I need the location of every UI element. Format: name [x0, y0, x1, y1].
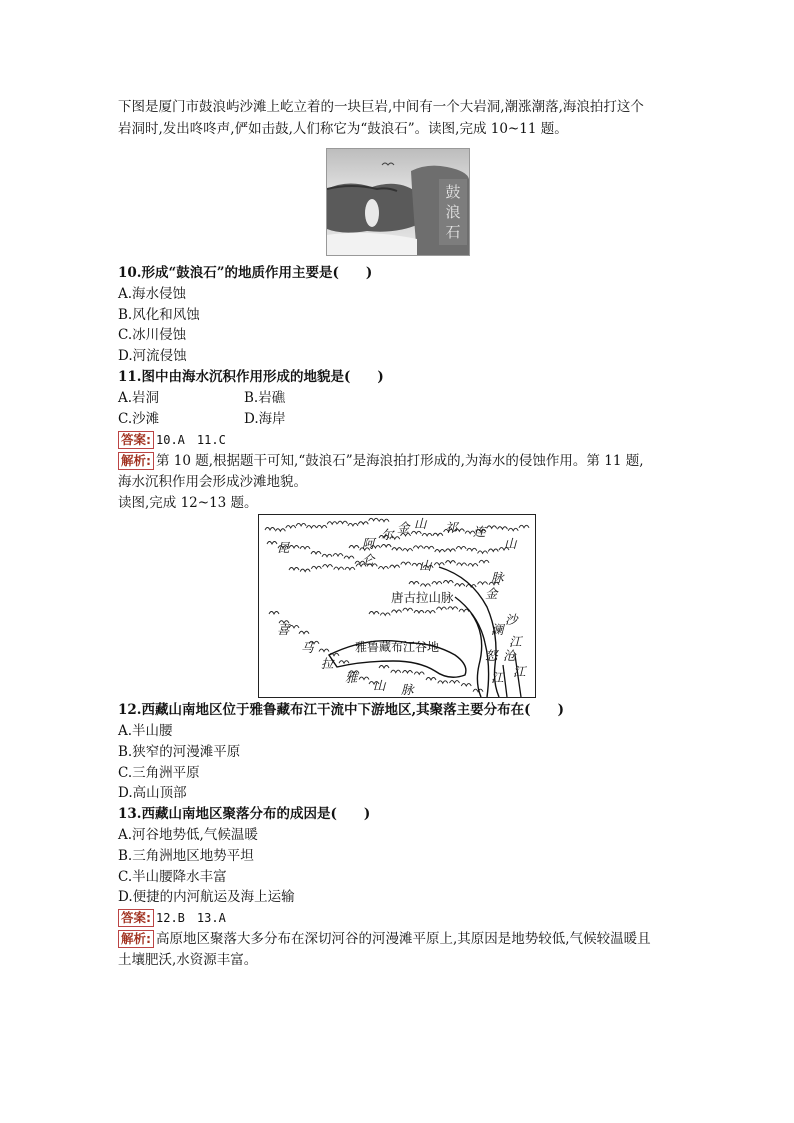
mountain-symbol — [296, 523, 306, 526]
mountain-symbol — [344, 556, 354, 559]
q12-option-c: C.三角洲平原 — [118, 765, 200, 781]
map-label-shan-1: 山 — [414, 516, 427, 531]
intro-line-1: 下图是厦门市鼓浪屿沙滩上屹立着的一块巨岩,中间有一个大岩洞,潮涨潮落,海浪拍打这个 — [118, 99, 644, 115]
mountain-symbol — [339, 661, 349, 664]
map-label-jin: 金 — [397, 520, 410, 535]
q13-option-d: D.便捷的内河航运及海上运输 — [118, 889, 295, 905]
explain-row-2 — [118, 929, 651, 949]
map-label-tanggula: 唐古拉山脉 — [391, 590, 454, 605]
question-10-stem: 10.形成“鼓浪石”的地质作用主要是( ) — [118, 265, 373, 281]
mountain-symbol — [391, 670, 401, 673]
map-label-nu-nu: 怒 — [485, 648, 498, 663]
map-label-shan-2: 山 — [504, 536, 517, 551]
mountain-symbol — [437, 607, 447, 610]
mountain-symbol — [392, 548, 402, 551]
mountain-symbol — [420, 584, 430, 587]
map-label-xi: 喜 — [277, 622, 290, 637]
mountain-symbol — [450, 681, 460, 684]
mountain-symbol — [424, 546, 434, 549]
gulang-stone-photo — [326, 148, 470, 256]
mountain-symbol — [435, 550, 445, 553]
mountain-symbol — [267, 542, 277, 545]
mountain-symbol — [311, 551, 321, 554]
mountain-symbol — [289, 625, 299, 628]
mountain-symbol — [456, 546, 466, 549]
q11-option-c: C.沙滩 — [118, 411, 160, 427]
explain-text-line-2: 海水沉积作用会形成沙滩地貌。 — [118, 474, 307, 490]
map-label-jinsha-jin: 金 — [485, 586, 498, 601]
mountain-symbol — [269, 612, 279, 615]
mountain-symbol — [265, 528, 275, 531]
answer-text: 12.B 13.A — [156, 911, 226, 925]
q12-option-b: B.狭窄的河漫滩平原 — [118, 744, 241, 760]
mountain-symbol — [300, 546, 310, 549]
answer-row-2 — [118, 908, 226, 928]
mountain-symbol — [289, 568, 299, 571]
mountain-symbol — [461, 684, 471, 687]
mountain-symbol — [426, 677, 436, 680]
q12-option-d: D.高山顶部 — [118, 785, 187, 801]
question-11-stem: 11.图中由海水沉积作用形成的地貌是( ) — [118, 369, 384, 385]
map-label-lancang-lan: 澜 — [491, 622, 504, 637]
mountain-symbol — [468, 564, 478, 567]
explain-text-line-1: 高原地区聚落大多分布在深切河谷的河漫滩平原上,其原因是地势较低,气候较温暖且 — [156, 931, 651, 947]
q10-option-c: C.冰川侵蚀 — [118, 327, 187, 343]
mountain-symbol — [333, 554, 343, 557]
map-label-kun: 昆 — [277, 540, 290, 555]
map-label-mai-1: 脉 — [491, 570, 504, 585]
mountain-symbol — [323, 565, 333, 568]
mountain-symbol — [369, 518, 379, 521]
answer-tag: 答案: — [118, 431, 154, 449]
map-label-ya: 雅 — [345, 670, 358, 685]
explain-tag: 解析: — [118, 452, 154, 470]
mountain-symbol — [487, 526, 497, 529]
gulang-stone-illustration — [327, 149, 469, 255]
mountain-symbol — [319, 649, 329, 652]
mountain-symbol — [358, 522, 368, 525]
mountain-symbol — [403, 608, 413, 611]
mountain-symbol — [334, 567, 344, 570]
answer-text: 10.A 11.C — [156, 433, 226, 447]
mountain-symbol — [448, 607, 458, 610]
mountain-symbol — [479, 560, 489, 563]
mountain-symbol — [445, 561, 455, 564]
q13-option-b: B.三角洲地区地势平坦 — [118, 848, 254, 864]
photo-carving-char-1: 鼓 — [445, 183, 461, 201]
intro-line-2: 岩洞时,发出咚咚声,俨如击鼓,人们称它为“鼓浪石”。读图,完成 10~11 题。 — [118, 121, 568, 137]
q10-option-b: B.风化和风蚀 — [118, 307, 200, 323]
map-label-a: 阿 — [362, 536, 375, 551]
mountain-symbol — [508, 528, 518, 531]
mountain-symbol — [457, 563, 467, 566]
mountain-symbol — [286, 526, 296, 529]
photo-carving-char-2: 浪 — [445, 203, 461, 221]
map-label-lancang-jiang: 江 — [513, 664, 526, 679]
mountain-symbol — [349, 546, 359, 549]
mountain-symbol — [422, 533, 432, 536]
mountain-symbol — [455, 584, 465, 587]
map-label-lun: 仑 — [362, 552, 375, 567]
map-label-er: 尔 — [381, 527, 394, 542]
mountain-symbol — [327, 522, 337, 525]
map-label-nu-jiang: 江 — [491, 670, 504, 685]
tibet-map — [258, 514, 536, 698]
question-13-stem: 13.西藏山南地区聚落分布的成因是( ) — [118, 806, 371, 822]
mountain-symbol — [411, 531, 421, 534]
mountain-symbol — [409, 582, 419, 585]
mountain-symbol — [379, 666, 389, 669]
question-12-stem: 12.西藏山南地区位于雅鲁藏布江干流中下游地区,其聚落主要分布在( ) — [118, 702, 564, 718]
mountain-symbol — [467, 548, 477, 551]
map-label-shan-4: 山 — [373, 678, 386, 693]
mountain-symbol — [497, 527, 507, 530]
mountain-symbol — [488, 549, 498, 552]
q13-option-c: C.半山腰降水丰富 — [118, 869, 227, 885]
mountain-symbol — [369, 612, 379, 615]
answer-tag: 答案: — [118, 909, 154, 927]
map-label-jinsha-jiang: 江 — [509, 634, 522, 649]
map-label-yarlung: 雅鲁藏布江谷地 — [355, 640, 440, 654]
mountain-symbol — [390, 565, 400, 568]
mountain-symbol — [445, 549, 455, 552]
map-label-shan-3: 山 — [419, 558, 432, 573]
explain-text-line-1: 第 10 题,根据题干可知,“鼓浪石”是海浪拍打形成的,为海水的侵蚀作用。第 11 题, — [156, 453, 644, 469]
map-label-qi: 祁 — [445, 520, 458, 535]
mountain-symbol — [317, 525, 327, 528]
q12-option-a: A.半山腰 — [118, 723, 173, 739]
mountain-symbol — [381, 545, 391, 548]
explain-text-line-2: 土壤肥沃,水资源丰富。 — [118, 952, 258, 968]
q11-option-d: D.海岸 — [244, 411, 286, 427]
explain-tag: 解析: — [118, 930, 154, 948]
mountain-symbol — [380, 613, 390, 616]
mountain-symbol — [401, 562, 411, 565]
photo-carving-char-3: 石 — [445, 223, 461, 241]
q10-option-d: D.河流侵蚀 — [118, 348, 187, 364]
mountain-symbol — [425, 611, 435, 614]
mountain-symbol — [359, 677, 369, 680]
mountain-symbol — [275, 529, 285, 532]
mountain-symbol — [403, 670, 413, 673]
mountain-symbol — [311, 566, 321, 569]
mountain-symbols — [265, 518, 529, 691]
mountain-symbol — [478, 582, 488, 585]
q11-option-b: B.岩礁 — [244, 390, 286, 406]
q10-option-a: A.海水侵蚀 — [118, 286, 187, 302]
intro-2: 读图,完成 12~13 题。 — [118, 495, 258, 511]
map-label-lancang-cang: 沧 — [503, 648, 516, 663]
map-label-jinsha-sha: 沙 — [505, 612, 518, 627]
mountain-symbol — [434, 563, 444, 566]
map-label-la: 拉 — [321, 656, 334, 671]
mountain-symbol — [348, 523, 358, 526]
mountain-symbol — [306, 526, 316, 529]
mountain-symbol — [413, 546, 423, 549]
mountain-symbol — [299, 631, 309, 634]
explain-row-1 — [118, 451, 644, 471]
mountain-symbol — [403, 549, 413, 552]
mountain-symbol — [459, 609, 469, 612]
mountain-symbol — [414, 610, 424, 613]
mountain-symbol — [443, 581, 453, 584]
map-label-ma: 马 — [301, 640, 314, 655]
mountain-symbol — [289, 545, 299, 548]
mountain-symbol — [414, 672, 424, 675]
lancang-river — [455, 597, 489, 697]
mountain-symbol — [378, 566, 388, 569]
mountain-symbol — [433, 533, 443, 536]
map-label-mai-2: 脉 — [401, 682, 414, 697]
mountain-symbol — [300, 569, 310, 572]
mountain-symbol — [432, 582, 442, 585]
answer-row-1 — [118, 430, 226, 450]
mountain-symbol — [345, 567, 355, 570]
nu-river — [471, 613, 482, 697]
q13-option-a: A.河谷地势低,气候温暖 — [118, 827, 258, 843]
mountain-symbol — [392, 610, 402, 613]
mountain-symbol — [379, 519, 389, 522]
q11-option-a: A.岩洞 — [118, 390, 160, 406]
mountain-symbol — [338, 521, 348, 524]
mountain-symbol — [322, 554, 332, 557]
mountain-symbol — [478, 551, 488, 554]
map-label-lian: 连 — [473, 524, 486, 539]
mountain-symbol — [519, 525, 529, 528]
mountain-symbol — [438, 681, 448, 684]
